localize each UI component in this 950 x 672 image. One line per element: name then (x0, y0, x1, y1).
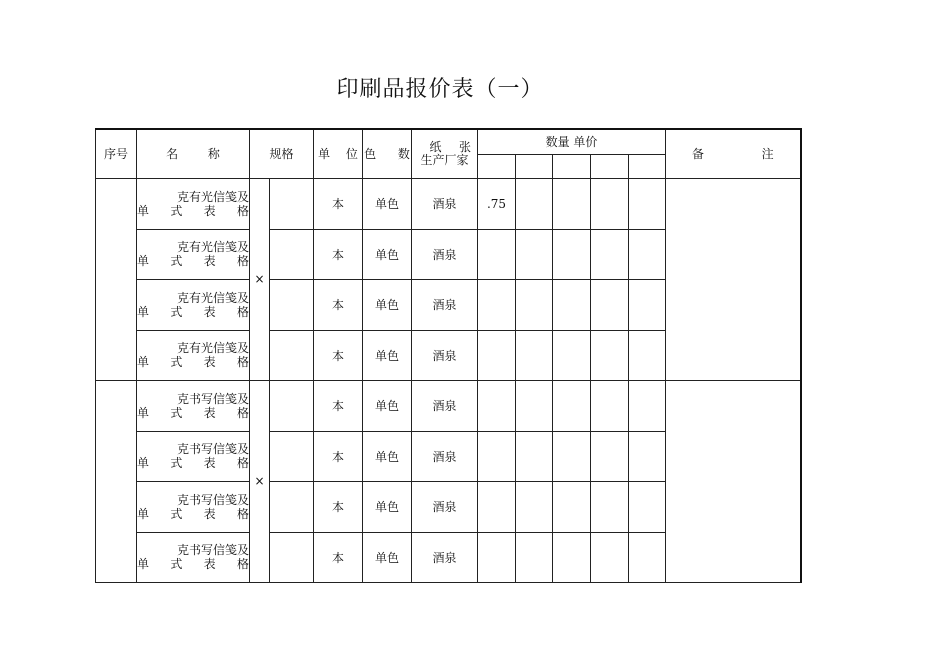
header-paper-b: 张 (459, 139, 472, 154)
quote-table (95, 128, 802, 583)
name-char: 式 (170, 203, 183, 218)
name-line-2 (137, 456, 249, 470)
price-cell-4 (591, 481, 629, 532)
name-cell (137, 279, 250, 330)
page-title: 印刷品报价表（一） (336, 77, 544, 102)
name-cell (137, 330, 250, 380)
price-cell-5 (629, 481, 666, 532)
unit-cell: 本 (314, 380, 363, 431)
name-char: 格 (236, 203, 249, 218)
name-cell (137, 481, 250, 532)
header-note (666, 129, 801, 178)
price-cell-4 (591, 532, 629, 582)
price-cell-5 (629, 380, 666, 431)
name-cell (137, 431, 250, 481)
name-char: 单 (137, 304, 150, 319)
table-row (96, 178, 801, 229)
unit-cell: 本 (314, 178, 363, 229)
name-char: 式 (170, 456, 183, 470)
name-cell (137, 380, 250, 431)
name-line-1: 克书写信笺及 (176, 543, 249, 557)
name-line-1: 克有光信笺及 (176, 290, 249, 305)
note-cell (666, 178, 801, 380)
qty-col-2 (516, 154, 553, 178)
header-paper-a: 纸 (429, 139, 442, 154)
price-cell-1 (478, 532, 516, 582)
price-cell-1: .75 (478, 178, 516, 229)
header-spec: 规格 (250, 129, 314, 178)
name-char: 表 (203, 405, 216, 420)
header-color (363, 129, 412, 178)
name-char: 式 (170, 304, 183, 319)
spec-cell (270, 178, 314, 229)
unit-cell: 本 (314, 229, 363, 279)
color-cell: 单色 (363, 330, 412, 380)
name-char: 格 (236, 355, 249, 369)
price-cell-4 (591, 330, 629, 380)
spec-cell (270, 279, 314, 330)
name-line-2 (137, 204, 249, 218)
name-char: 格 (236, 304, 249, 319)
unit-cell: 本 (314, 431, 363, 481)
price-cell-2 (516, 481, 553, 532)
color-cell: 单色 (363, 178, 412, 229)
header-paper (412, 129, 478, 178)
header-seq: 序号 (96, 129, 137, 178)
name-line-1: 克书写信笺及 (176, 442, 249, 456)
spec-mark: × (250, 178, 270, 380)
price-cell-5 (629, 279, 666, 330)
name-char: 式 (170, 557, 183, 571)
name-char: 格 (236, 405, 249, 420)
name-char: 格 (236, 456, 249, 470)
name-char: 格 (236, 506, 249, 521)
price-cell-2 (516, 380, 553, 431)
price-cell-5 (629, 229, 666, 279)
name-cell (137, 178, 250, 229)
note-cell (666, 380, 801, 582)
name-char: 单 (137, 203, 150, 218)
price-cell-2 (516, 229, 553, 279)
spec-cell (270, 380, 314, 431)
color-cell: 单色 (363, 380, 412, 431)
price-cell-5 (629, 178, 666, 229)
unit-cell: 本 (314, 330, 363, 380)
paper-cell: 酒泉 (412, 481, 478, 532)
price-cell-3 (553, 380, 591, 431)
spec-cell (270, 431, 314, 481)
price-cell-3 (553, 330, 591, 380)
spec-cell (270, 532, 314, 582)
price-cell-2 (516, 532, 553, 582)
price-cell-1 (478, 279, 516, 330)
name-char: 单 (137, 456, 150, 470)
header-unit-b: 位 (345, 147, 358, 162)
name-line-1: 克有光信笺及 (176, 341, 249, 355)
name-line-2 (137, 305, 249, 319)
header-note-b: 注 (761, 147, 774, 162)
header-name-b: 称 (207, 147, 220, 162)
header-name (137, 129, 250, 178)
name-char: 表 (203, 557, 216, 571)
price-cell-5 (629, 532, 666, 582)
name-line-2 (137, 557, 249, 571)
name-char: 单 (137, 557, 150, 571)
name-char: 表 (203, 355, 216, 369)
name-char: 表 (203, 254, 216, 268)
header-name-a: 名 (166, 147, 179, 162)
paper-cell: 酒泉 (412, 279, 478, 330)
name-char: 式 (170, 506, 183, 521)
qty-col-4 (591, 154, 629, 178)
spec-mark: × (250, 380, 270, 582)
paper-cell: 酒泉 (412, 178, 478, 229)
unit-cell: 本 (314, 481, 363, 532)
spec-cell (270, 229, 314, 279)
price-cell-5 (629, 431, 666, 481)
name-char: 式 (170, 405, 183, 420)
price-cell-1 (478, 481, 516, 532)
price-cell-3 (553, 481, 591, 532)
name-line-1: 克有光信笺及 (176, 240, 249, 254)
name-char: 表 (203, 506, 216, 521)
price-cell-3 (553, 431, 591, 481)
color-cell: 单色 (363, 431, 412, 481)
price-cell-3 (553, 229, 591, 279)
color-cell: 单色 (363, 481, 412, 532)
paper-cell: 酒泉 (412, 380, 478, 431)
price-cell-3 (553, 279, 591, 330)
price-cell-1 (478, 431, 516, 481)
header-note-a: 备 (691, 147, 704, 162)
name-char: 格 (236, 254, 249, 268)
name-line-2 (137, 355, 249, 369)
name-line-2 (137, 406, 249, 420)
price-cell-4 (591, 380, 629, 431)
price-cell-1 (478, 330, 516, 380)
price-cell-3 (553, 178, 591, 229)
name-line-1: 克书写信笺及 (176, 391, 249, 406)
qty-col-5 (629, 154, 666, 178)
name-char: 表 (203, 456, 216, 470)
color-cell: 单色 (363, 229, 412, 279)
name-char: 格 (236, 557, 249, 571)
name-char: 表 (203, 304, 216, 319)
name-char: 单 (137, 254, 150, 268)
paper-cell: 酒泉 (412, 330, 478, 380)
header-color-b: 数 (397, 147, 410, 162)
color-cell: 单色 (363, 279, 412, 330)
price-cell-4 (591, 178, 629, 229)
name-cell (137, 532, 250, 582)
name-line-1: 克书写信笺及 (176, 492, 249, 507)
name-char: 单 (137, 355, 150, 369)
name-char: 单 (137, 405, 150, 420)
paper-cell: 酒泉 (412, 229, 478, 279)
name-line-1: 克有光信笺及 (176, 189, 249, 204)
price-cell-1 (478, 380, 516, 431)
unit-cell: 本 (314, 279, 363, 330)
price-cell-4 (591, 431, 629, 481)
price-cell-4 (591, 279, 629, 330)
qty-col-3 (553, 154, 591, 178)
price-cell-5 (629, 330, 666, 380)
price-cell-3 (553, 532, 591, 582)
name-cell (137, 229, 250, 279)
name-char: 式 (170, 254, 183, 268)
table-row (96, 380, 801, 431)
price-cell-4 (591, 229, 629, 279)
header-unit-a: 单 (318, 147, 331, 162)
header-qty-price: 数量 单价 (478, 129, 666, 154)
name-char: 表 (203, 203, 216, 218)
name-char: 单 (137, 506, 150, 521)
price-cell-2 (516, 178, 553, 229)
spec-cell (270, 330, 314, 380)
header-paper-c: 生产厂家 (420, 152, 469, 167)
seq-cell (96, 380, 137, 582)
name-char: 式 (170, 355, 183, 369)
color-cell: 单色 (363, 532, 412, 582)
spec-cell (270, 481, 314, 532)
name-line-2 (137, 254, 249, 268)
unit-cell: 本 (314, 532, 363, 582)
price-cell-2 (516, 431, 553, 481)
header-unit (314, 129, 363, 178)
paper-cell: 酒泉 (412, 532, 478, 582)
qty-col-1 (478, 154, 516, 178)
header-color-a: 色 (364, 147, 377, 162)
price-cell-1 (478, 229, 516, 279)
price-cell-2 (516, 330, 553, 380)
name-line-2 (137, 507, 249, 521)
paper-cell: 酒泉 (412, 431, 478, 481)
price-cell-2 (516, 279, 553, 330)
seq-cell (96, 178, 137, 380)
